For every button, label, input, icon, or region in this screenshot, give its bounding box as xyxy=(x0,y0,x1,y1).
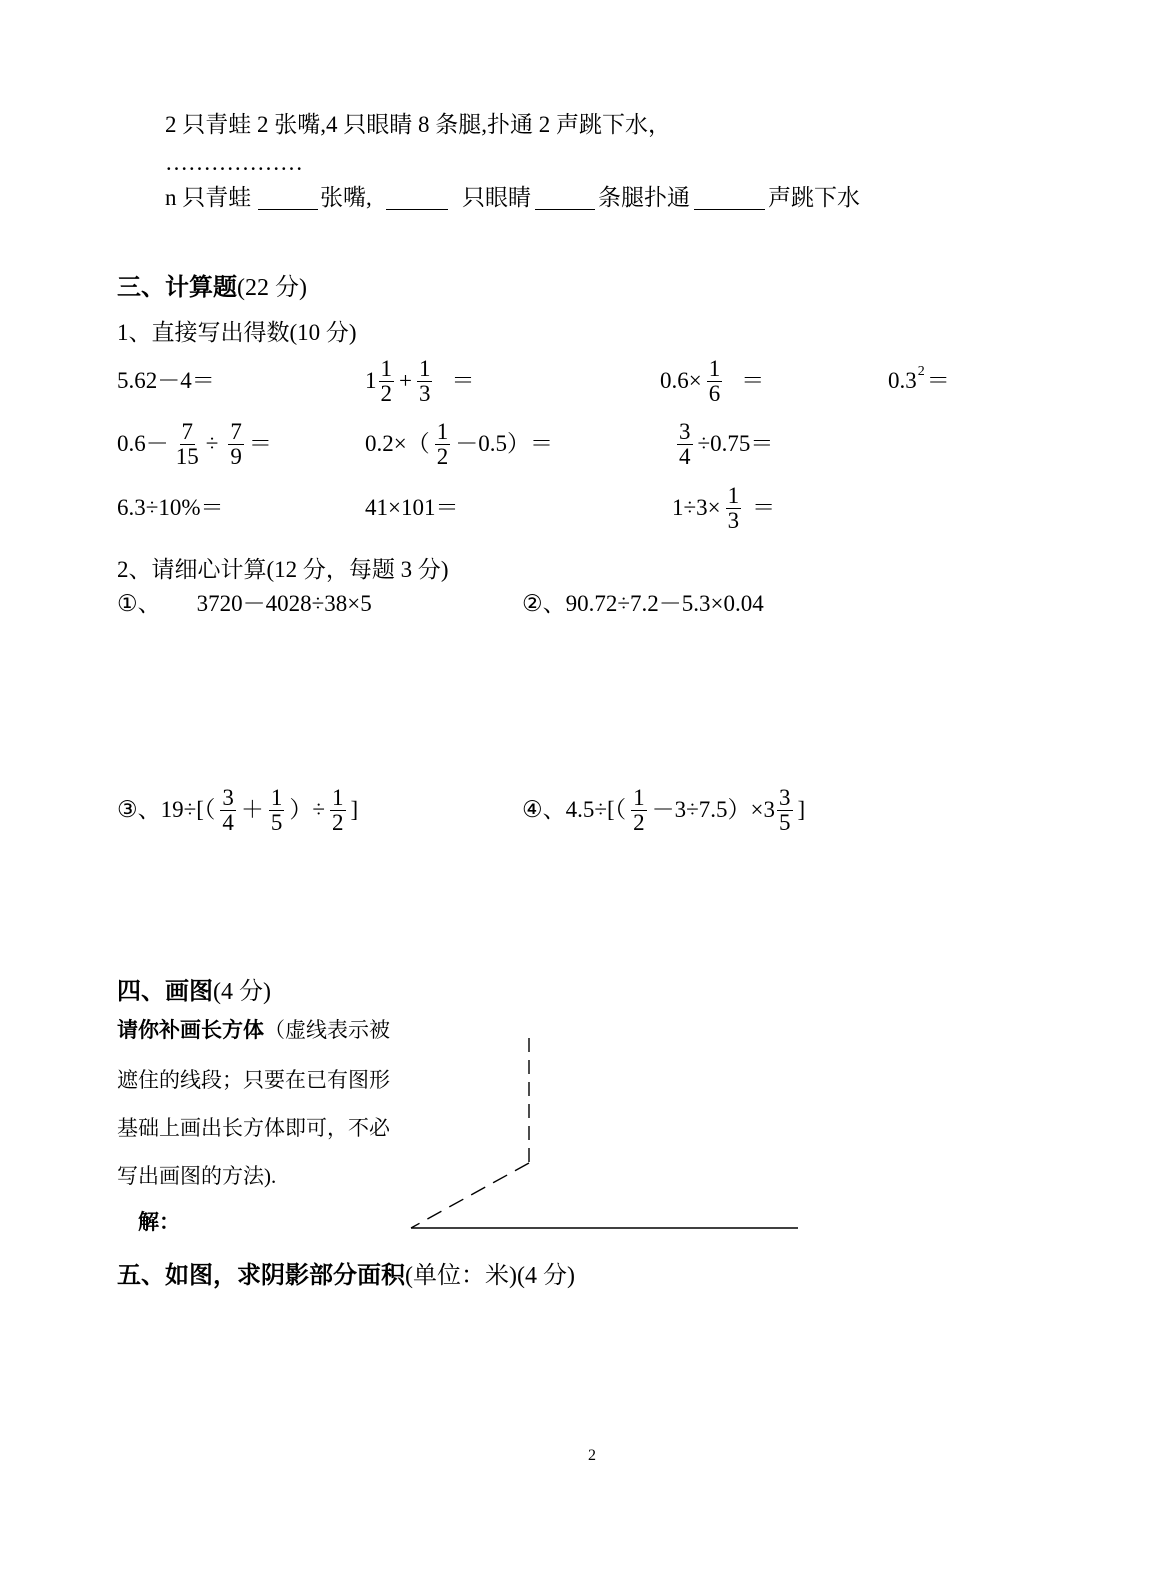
section-5-title: 五、如图，求阴影部分面积 xyxy=(117,1263,405,1289)
denominator: 5 xyxy=(270,809,283,835)
denominator: 2 xyxy=(436,443,449,469)
equals-sign: ＝ xyxy=(248,431,272,456)
fraction xyxy=(220,786,236,835)
pattern-line-1: 2 只青蛙 2 张嘴,4 只眼睛 8 条腿,扑通 2 声跳下水， xyxy=(165,112,671,137)
expression-middle: －3÷7.5）×3 xyxy=(651,797,776,822)
calc-2 xyxy=(522,591,764,617)
fraction xyxy=(379,357,395,406)
expression-prefix: 1÷3× xyxy=(672,495,721,520)
section-4-score: (4 分) xyxy=(213,979,271,1005)
denominator: 2 xyxy=(633,809,645,835)
fraction xyxy=(174,420,201,469)
fraction xyxy=(269,786,285,835)
question-text: 6.3÷10%＝ xyxy=(117,495,224,520)
operator: ＋ xyxy=(240,797,264,822)
numerator: 3 xyxy=(679,418,691,444)
blank-mouths xyxy=(258,209,318,210)
expression-prefix: 0.6－ xyxy=(117,431,169,456)
section-3-score: (22 分) xyxy=(237,275,307,301)
expression-prefix: 4.5÷[（ xyxy=(565,797,627,822)
question-5 xyxy=(117,416,272,472)
power-exponent: 2 xyxy=(917,364,925,379)
numerator: 1 xyxy=(418,355,431,381)
hidden-edge-diagonal-dashed xyxy=(411,1163,529,1228)
cuboid-drawing xyxy=(400,1030,810,1240)
question-10 xyxy=(672,480,775,536)
fraction xyxy=(777,786,793,835)
power-base: 0.3 xyxy=(888,368,917,393)
equals-sign: ＝ xyxy=(752,495,776,520)
calc-1 xyxy=(117,591,372,617)
page-number: 2 xyxy=(588,1447,596,1464)
numerator: 1 xyxy=(380,355,392,381)
numerator: 1 xyxy=(270,784,283,810)
part-2-title: 2、请细心计算(12 分，每题 3 分) xyxy=(117,557,449,582)
denominator: 2 xyxy=(380,380,392,406)
calc-4-label: ④、 xyxy=(522,797,566,822)
part-1-title: 1、直接写出得数(10 分) xyxy=(117,320,357,345)
calc-4 xyxy=(522,782,805,838)
blank-eyes xyxy=(386,209,448,210)
numerator: 7 xyxy=(230,418,242,444)
calc-3 xyxy=(117,782,358,838)
calc-1-expression: 3720－4028÷38×5 xyxy=(196,591,372,616)
blank-splashes xyxy=(694,209,765,210)
question-3 xyxy=(660,353,764,409)
denominator: 2 xyxy=(332,809,344,835)
denominator: 9 xyxy=(230,443,242,469)
pattern-mouths-label: 张嘴, xyxy=(320,185,372,210)
numerator: 1 xyxy=(633,784,645,810)
denominator: 6 xyxy=(708,380,721,406)
expression-suffix: ÷0.75＝ xyxy=(697,431,774,456)
question-1 xyxy=(117,353,215,409)
pattern-splashes-label: 声跳下水 xyxy=(768,185,860,210)
pattern-legs-label: 条腿扑通 xyxy=(598,185,690,210)
denominator: 3 xyxy=(418,380,431,406)
fraction xyxy=(330,786,346,835)
fraction xyxy=(435,420,451,469)
section-3-title: 三、计算题 xyxy=(117,275,237,301)
calc-3-label: ③、 xyxy=(117,797,161,822)
expression-suffix: －0.5）＝ xyxy=(455,431,553,456)
numerator: 3 xyxy=(779,784,791,810)
numerator: 3 xyxy=(222,784,234,810)
fraction xyxy=(726,484,742,533)
expression-prefix: 0.2×（ xyxy=(365,431,430,456)
expression-prefix: 19÷[（ xyxy=(160,797,216,822)
calc-2-expression: 90.72÷7.2－5.3×0.04 xyxy=(565,591,764,616)
section-3-heading xyxy=(117,274,307,302)
denominator: 4 xyxy=(679,443,691,469)
section-5-heading xyxy=(117,1262,575,1290)
denominator: 4 xyxy=(222,809,234,835)
denominator: 5 xyxy=(779,809,791,835)
section-4-heading xyxy=(117,978,271,1006)
expression-prefix: 0.6× xyxy=(660,368,702,393)
question-text: 5.62－4＝ xyxy=(117,368,215,393)
instruction-line-1 xyxy=(117,1017,390,1043)
numerator: 1 xyxy=(332,784,344,810)
question-8 xyxy=(117,480,224,536)
question-4 xyxy=(888,353,950,409)
blank-legs xyxy=(535,209,595,210)
instruction-line-4: 写出画图的方法). xyxy=(117,1164,277,1188)
instruction-line-2: 遮住的线段；只要在已有图形 xyxy=(117,1068,390,1092)
calc-1-label: ①、 xyxy=(117,591,161,616)
fraction xyxy=(631,786,647,835)
numerator: 1 xyxy=(708,355,721,381)
equals-sign: ＝ xyxy=(451,368,475,393)
numerator: 1 xyxy=(436,418,449,444)
equals-sign: ＝ xyxy=(926,368,950,393)
fraction xyxy=(417,357,433,406)
instruction-text: （虚线表示被 xyxy=(264,1018,390,1042)
instruction-bold: 请你补画长方体 xyxy=(117,1018,264,1042)
denominator: 15 xyxy=(175,443,199,469)
question-9 xyxy=(365,480,458,536)
numerator: 7 xyxy=(181,418,193,444)
answer-label: 解： xyxy=(138,1210,180,1234)
denominator: 3 xyxy=(727,507,740,533)
numerator: 1 xyxy=(727,482,740,508)
operator: ÷ xyxy=(205,431,219,456)
calc-2-label: ②、 xyxy=(522,591,566,616)
expression-suffix: ] xyxy=(350,797,359,822)
equals-sign: ＝ xyxy=(741,368,765,393)
fraction xyxy=(228,420,244,469)
expression-suffix: ] xyxy=(797,797,806,822)
fraction xyxy=(677,420,693,469)
pattern-n-frogs: n 只青蛙 xyxy=(165,185,252,210)
expression-middle: ）÷ xyxy=(289,797,326,822)
whole-number: 1 xyxy=(365,368,377,393)
instruction-line-3: 基础上画出长方体即可，不必 xyxy=(117,1116,390,1140)
fraction xyxy=(707,357,723,406)
section-5-note: (单位：米)(4 分) xyxy=(405,1263,575,1289)
operator: + xyxy=(399,368,412,393)
question-7 xyxy=(672,416,773,472)
pattern-ellipsis: ……………… xyxy=(165,150,303,175)
pattern-eyes-label: 只眼睛 xyxy=(462,185,531,210)
section-4-title: 四、画图 xyxy=(117,979,213,1005)
question-text: 41×101＝ xyxy=(365,495,459,520)
question-2 xyxy=(365,353,474,409)
question-6 xyxy=(365,416,553,472)
